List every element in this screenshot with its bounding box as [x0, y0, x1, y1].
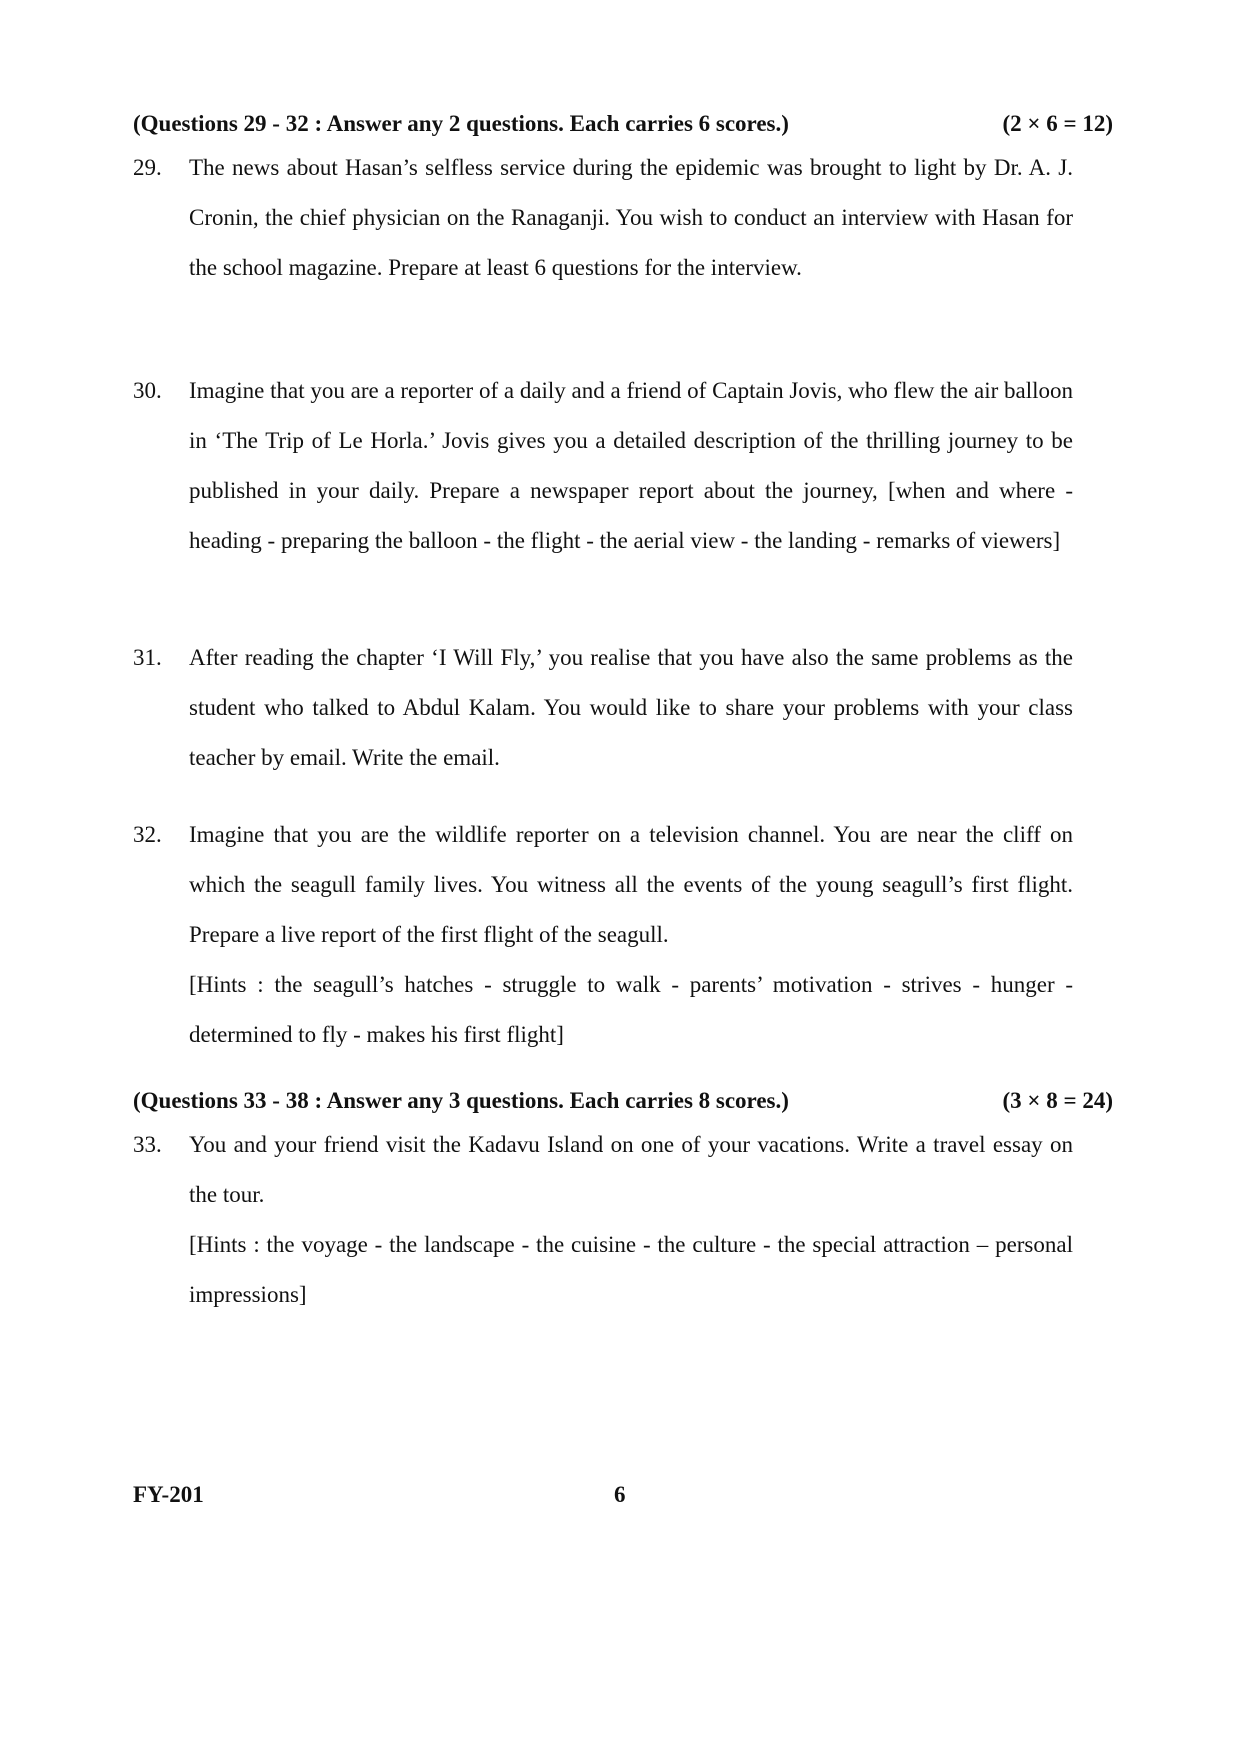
section-instruction: (Questions 29 - 32 : Answer any 2 questions. Each carries 6 scores.) [133, 111, 789, 136]
question-hint: [Hints : the seagull’s hatches - struggle to walk - parents’ motivation - strives - hunger - determined to fly - makes his first flight] [189, 972, 1073, 1047]
question-text: The news about Hasan’s selfless service during the epidemic was brought to light by Dr. A. J. Cronin, the chief physician on the Ranaganji. You wish to conduct an interview with Hasan for the school magazine. Prepare at least 6 questions for the interview. [189, 155, 1073, 280]
question-text: Imagine that you are a reporter of a daily and a friend of Captain Jovis, who flew the air balloon in ‘The Trip of Le Horla.’ Jovis gives you a detailed description of the thrilling journey to be published in your daily. Prepare a newspaper report about the journey, [when and where - heading - preparing the balloon - the flight - the aerial view - the landing - remarks of viewers] [189, 378, 1073, 553]
question-number: 30. [133, 378, 162, 403]
page-number: 6 [614, 1482, 626, 1507]
question-number: 32. [133, 822, 162, 847]
question-number: 29. [133, 155, 162, 180]
question-number: 31. [133, 645, 162, 670]
section-instruction: (Questions 33 - 38 : Answer any 3 questions. Each carries 8 scores.) [133, 1088, 789, 1113]
question-text: After reading the chapter ‘I Will Fly,’ you realise that you have also the same problems as the student who talked to Abdul Kalam. You would like to share your problems with your class teacher by email. Write the email. [189, 645, 1073, 770]
section-score: (2 × 6 = 12) [1002, 111, 1113, 136]
paper-code: FY-201 [133, 1482, 204, 1507]
question-text: Imagine that you are the wildlife reporter on a television channel. You are near the cliff on which the seagull family lives. You witness all the events of the young seagull’s first flight. Prepare a live report of the first flight of the seagull. [189, 822, 1073, 947]
question-text: You and your friend visit the Kadavu Island on one of your vacations. Write a travel essay on the tour. [189, 1132, 1073, 1207]
question-hint: [Hints : the voyage - the landscape - the cuisine - the culture - the special attraction – personal impressions] [189, 1232, 1073, 1307]
question-number: 33. [133, 1132, 162, 1157]
section-score: (3 × 8 = 24) [1002, 1088, 1113, 1113]
